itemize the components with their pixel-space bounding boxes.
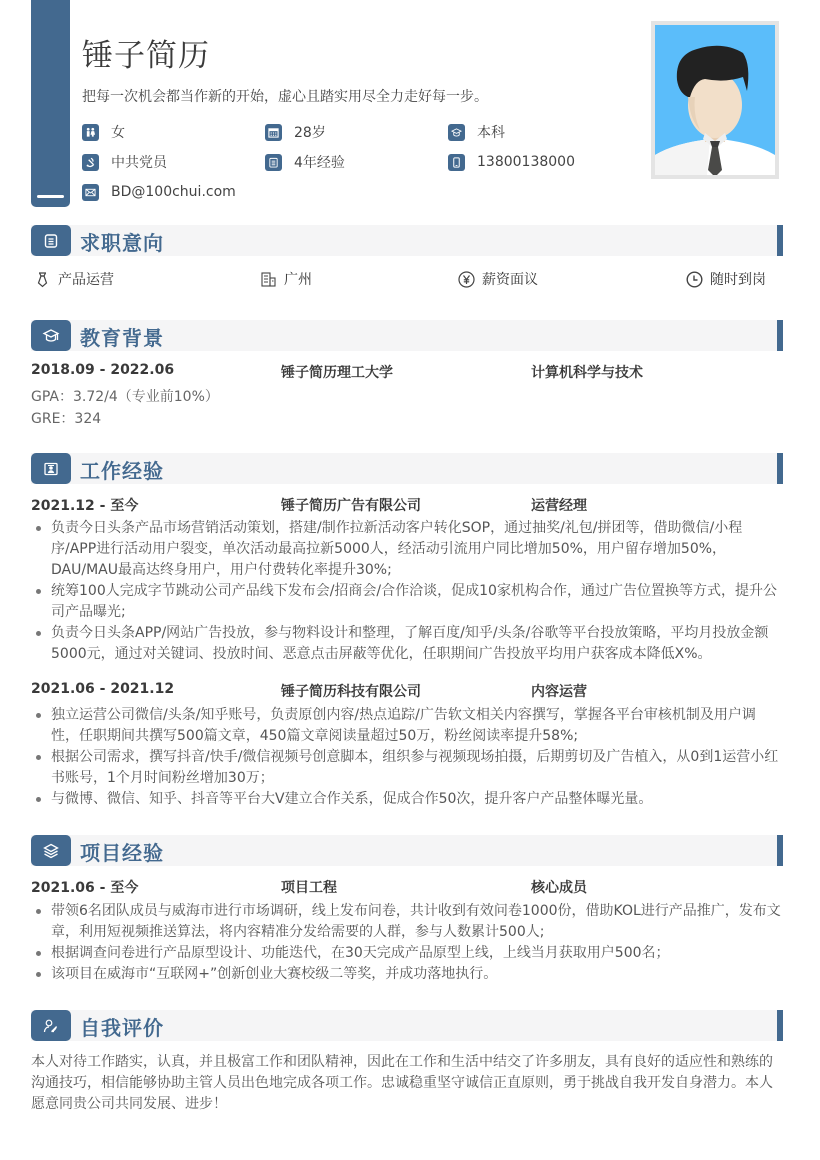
self-evaluation-text: 本人对待工作踏实，认真，并且极富工作和团队精神，因此在工作和生活中结交了许多朋友，具有良好的适应性和熟练的沟通技巧，相信能够协助主管人员出色地完成各项工作。忠诚稳重坚守诚信正直原则，勇于挑战自我开发自身潜力。本人愿意同贵公司共同发展、进步！ [31,1054,773,1112]
decorative-sidebar-bar [31,0,70,207]
mail-icon [82,184,99,201]
graduation-cap-icon [31,320,71,351]
project-role: 核心成员 [531,880,587,896]
building-icon [260,271,277,288]
section-title: 教育背景 [80,326,164,350]
experience-value: 4年经验 [294,155,345,171]
intent-availability [686,269,766,289]
list-item: 负责今日头条APP/网站广告投放，参与物料设计和整理，了解百度/知乎/头条/谷歌等平台投放策略，平均月投放金额5000元，通过对关键词、投放时间、恶意点击屏蔽等优化，任职期间广告投放平均用户获客成本降低X%。 [31,623,783,665]
graduation-cap-icon [448,124,465,141]
party-emblem-icon [82,154,99,171]
clock-icon [686,271,703,288]
education-major: 计算机科学与技术 [531,365,643,381]
list-item: 独立运营公司微信/头条/知乎账号，负责原创内容/热点追踪/广告软文相关内容撰写，掌握各平台审核机制及用户调性，任职期间共撰写500篇文章，450篇文章阅读量超过50万，粉丝阅读率提升58%; [31,705,783,747]
list-item: 与微博、微信、知乎、抖音等平台大V建立合作关系，促成合作50次，提升客户产品整体曝光量。 [31,789,783,810]
work-role: 运营经理 [531,498,587,514]
section-title: 项目经验 [80,841,164,865]
degree-value: 本科 [477,125,505,141]
info-age [265,122,326,142]
intent-position-value: 产品运营 [58,272,114,288]
politics-value: 中共党员 [111,155,167,171]
section-header-job-intent [31,225,783,256]
education-entry-header [31,362,783,382]
layers-icon [31,835,71,866]
section-title: 求职意向 [80,231,164,255]
work-entry-header [31,495,783,515]
avatar [651,21,779,179]
id-card-icon [31,453,71,484]
section-accent-bar [777,1010,783,1041]
work-bullets [31,518,783,665]
info-politics [82,152,167,172]
sidebar-dash [37,195,64,198]
project-period: 2021.06 - 至今 [31,880,139,896]
work-entry-header [31,681,783,701]
intent-availability-value: 随时到岗 [710,272,766,288]
work-company: 锤子简历广告有限公司 [281,498,421,514]
info-degree [448,122,505,142]
list-item: 根据公司需求，撰写抖音/快手/微信视频号创意脚本，组织参与视频现场拍摄，后期剪切及广告植入，从0到1运营小红书账号，1个月时间粉丝增加30万； [31,747,783,789]
age-value: 28岁 [294,125,326,141]
list-item: 该项目在威海市“互联网+”创新创业大赛校级二等奖，并成功落地执行。 [31,964,783,985]
education-gpa: GPA：3.72/4（专业前10%） [31,389,219,405]
work-role: 内容运营 [531,684,587,700]
gender-icon [82,124,99,141]
info-experience [265,152,345,172]
clipboard-icon [31,225,71,256]
section-header-work [31,453,783,484]
intent-city-value: 广州 [284,272,312,288]
intent-position [34,269,114,289]
project-name: 项目工程 [281,880,337,896]
education-school: 锤子简历理工大学 [281,365,393,381]
tie-icon [34,271,51,288]
yen-icon [458,271,475,288]
avatar-image [655,25,775,175]
section-accent-bar [777,835,783,866]
calendar-icon [265,124,282,141]
clipboard-icon [265,154,282,171]
list-item: 负责今日头条产品市场营销活动策划，搭建/制作拉新活动客户转化SOP，通过抽奖/礼包/拼团等，借助微信/小程序/APP进行活动用户裂变，单次活动最高拉新5000人，经活动引流用户同比增加50%，用户留存增加50%，DAU/MAU最高达终身用户，用户付费转化率提升30%; [31,518,783,581]
info-gender [82,122,125,142]
education-gre: GRE：324 [31,411,102,427]
section-title: 自我评价 [80,1016,164,1040]
education-period: 2018.09 - 2022.06 [31,362,175,378]
list-item: 统筹100人完成字节跳动公司产品线下发布会/招商会/合作洽谈，促成10家机构合作，通过广告位置换等方式，提升公司产品曝光; [31,581,783,623]
project-entry-header [31,877,783,897]
work-period: 2021.06 - 2021.12 [31,681,175,697]
email-value[interactable]: BD@100chui.com [111,184,236,200]
project-bullets [31,901,783,985]
user-edit-icon [31,1010,71,1041]
section-header-self-evaluation [31,1010,783,1041]
phone-icon [448,154,465,171]
section-accent-bar [777,225,783,256]
section-header-education [31,320,783,351]
section-accent-bar [777,320,783,351]
intent-salary [458,269,538,289]
work-company: 锤子简历科技有限公司 [281,684,421,700]
info-phone [448,152,575,172]
work-period: 2021.12 - 至今 [31,498,139,514]
gender-value: 女 [111,125,125,141]
list-item: 带领6名团队成员与威海市进行市场调研，线上发布问卷，共计收到有效问卷1000份，借助KOL进行产品推广，发布文章，利用短视频推送算法，将内容精准分发给需要的人群，参与人数累计500人; [31,901,783,943]
section-accent-bar [777,453,783,484]
section-header-projects [31,835,783,866]
list-item: 根据调查问卷进行产品原型设计、功能迭代，在30天完成产品原型上线，上线当月获取用户500名； [31,943,783,964]
section-title: 工作经验 [80,459,164,483]
resume-name: 锤子简历 [82,38,210,74]
intent-city [260,269,312,289]
phone-value[interactable]: 13800138000 [477,154,575,170]
motto: 把每一次机会都当作新的开始，虚心且踏实用尽全力走好每一步。 [82,89,488,105]
intent-salary-value: 薪资面议 [482,272,538,288]
info-email [82,182,236,202]
work-bullets [31,705,783,810]
